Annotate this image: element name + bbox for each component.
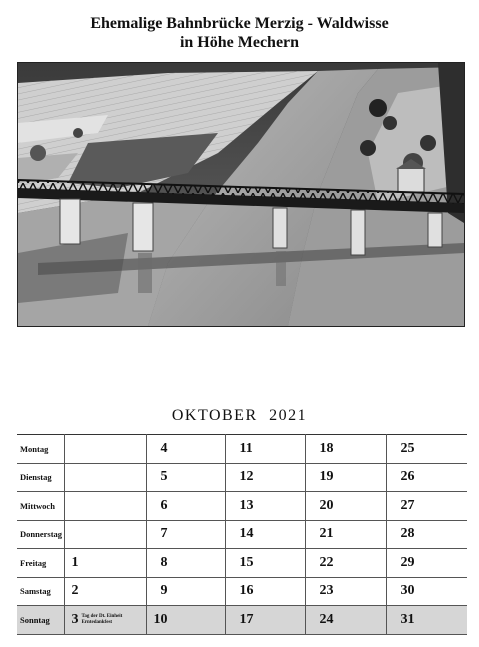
month-year: 2021	[269, 407, 308, 424]
date-cell: 27	[386, 492, 467, 521]
holiday-line-1: Tag der Dt. Einheit	[81, 613, 123, 619]
calendar-row-montag	[17, 435, 467, 464]
date-cell: 24	[305, 606, 386, 635]
date-number: 3	[71, 611, 79, 627]
calendar-row-donnerstag	[17, 520, 467, 549]
date-cell: 13	[225, 492, 305, 521]
date-cell: 29	[386, 549, 467, 578]
calendar-row-freitag	[17, 549, 467, 578]
date-cell	[64, 520, 146, 549]
weekday-label: Sonntag	[17, 606, 64, 635]
title-line-1: Ehemalige Bahnbrücke Merzig - Waldwisse	[90, 15, 389, 32]
date-cell: 8	[146, 549, 225, 578]
date-cell: 20	[305, 492, 386, 521]
date-cell: 7	[146, 520, 225, 549]
page-title	[0, 14, 479, 52]
bridge-photo	[17, 62, 465, 327]
date-cell: 14	[225, 520, 305, 549]
holiday-note	[82, 614, 123, 626]
date-cell	[64, 435, 146, 464]
weekday-label: Mittwoch	[17, 492, 64, 521]
date-cell: 10	[146, 606, 225, 635]
date-cell: 22	[305, 549, 386, 578]
date-cell: 28	[386, 520, 467, 549]
weekday-label: Dienstag	[17, 463, 64, 492]
date-cell: 19	[305, 463, 386, 492]
date-cell: 11	[225, 435, 305, 464]
weekday-label: Freitag	[17, 549, 64, 578]
date-cell: 4	[146, 435, 225, 464]
date-cell: 30	[386, 577, 467, 606]
weekday-label: Donnerstag	[17, 520, 64, 549]
date-cell: 9	[146, 577, 225, 606]
date-cell: 26	[386, 463, 467, 492]
weekday-label: Samstag	[17, 577, 64, 606]
weekday-label: Montag	[17, 435, 64, 464]
date-cell: 17	[225, 606, 305, 635]
date-cell: 23	[305, 577, 386, 606]
date-cell: 5	[146, 463, 225, 492]
date-cell-holiday	[64, 606, 146, 635]
date-cell: 25	[386, 435, 467, 464]
calendar-row-dienstag	[17, 463, 467, 492]
date-cell: 6	[146, 492, 225, 521]
calendar-table	[17, 434, 467, 635]
title-line-2: in Höhe Mechern	[179, 34, 300, 51]
date-cell: 1	[64, 549, 146, 578]
calendar-row-samstag	[17, 577, 467, 606]
date-cell: 2	[64, 577, 146, 606]
date-cell: 16	[225, 577, 305, 606]
month-name: OKTOBER	[171, 407, 258, 424]
month-heading	[0, 407, 479, 425]
calendar-row-sonntag	[17, 606, 467, 635]
date-cell: 12	[225, 463, 305, 492]
date-cell: 15	[225, 549, 305, 578]
date-cell: 31	[386, 606, 467, 635]
calendar-row-mittwoch	[17, 492, 467, 521]
holiday-line-2: Erntedankfest	[81, 619, 113, 625]
date-cell	[64, 463, 146, 492]
date-cell: 18	[305, 435, 386, 464]
date-cell: 21	[305, 520, 386, 549]
date-cell	[64, 492, 146, 521]
